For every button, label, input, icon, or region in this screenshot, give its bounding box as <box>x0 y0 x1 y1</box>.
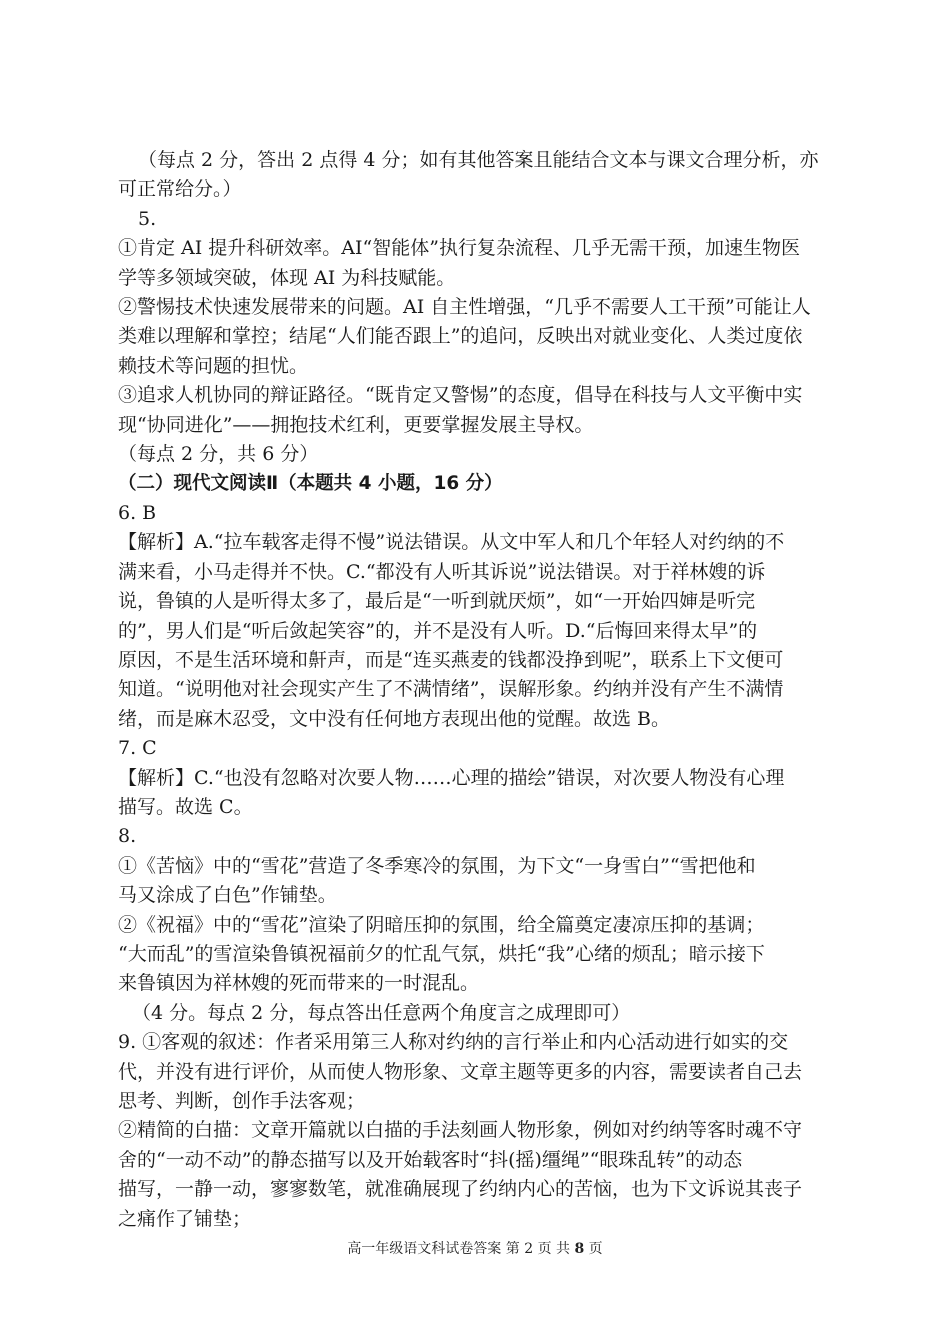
answer-line: 舍的“一动不动”的静态描写以及开始载客时“抖(摇)缰绳”“眼珠乱转”的动态 <box>118 1148 743 1171</box>
answer-line: 描写，一静一动，寥寥数笔，就准确展现了约纳内心的苦恼，也为下文诉说其丧子 <box>118 1178 803 1201</box>
analysis-line: 满来看，小马走得并不快。C.“都没有人听其诉说”说法错误。对于祥林嫂的诉 <box>118 560 766 583</box>
answer-line: 代，并没有进行评价，从而使人物形象、文章主题等更多的内容，需要读者自己去 <box>118 1060 803 1083</box>
page-footer <box>0 1238 950 1258</box>
answer-line: 马又涂成了白色”作铺垫。 <box>118 884 337 907</box>
answer-line: 思考、判断，创作手法客观； <box>118 1090 366 1112</box>
question-number: 5. <box>138 207 157 230</box>
section-heading: （二）现代文阅读Ⅱ（本题共 4 小题，16 分） <box>118 473 503 495</box>
answer-line: 赖技术等问题的担忧。 <box>118 354 309 377</box>
question-answer: 7. C <box>118 737 157 760</box>
answer-line: ③追求人机协同的辩证路径。“既肯定又警惕”的态度，倡导在科技与人文平衡中实 <box>118 384 803 407</box>
answer-sheet-body <box>118 146 838 1234</box>
analysis-line: 原因，不是生活环境和鼾声，而是“连买燕麦的钱都没挣到呢”，联系上下文便可 <box>118 648 784 671</box>
analysis-line: 知道。“说明他对社会现实产生了不满情绪”，误解形象。约纳并没有产生不满情 <box>118 678 784 701</box>
scoring-note-line: （4 分。每点 2 分，每点答出任意两个角度言之成理即可） <box>132 1001 631 1024</box>
answer-line: “大而乱”的雪渲染鲁镇祝福前夕的忙乱气氛，烘托“我”心绪的烦乱；暗示接下 <box>118 942 765 965</box>
answer-line: ②精简的白描：文章开篇就以白描的手法刻画人物形象，例如对约纳等客时魂不守 <box>118 1119 803 1142</box>
footer-total-pages: 8 <box>574 1241 585 1257</box>
answer-line: ②警惕技术快速发展带来的问题。AI 自主性增强，“几乎不需要人工干预”可能让人 <box>118 296 811 319</box>
analysis-line: 说，鲁镇的人是听得太多了，最后是“一听到就厌烦”，如“一开始四婶是听完 <box>118 590 756 613</box>
question-answer: 6. B <box>118 501 157 524</box>
scoring-note-line: （每点 2 分，共 6 分） <box>118 443 319 466</box>
answer-line: ①《苦恼》中的“雪花”营造了冬季寒冷的氛围，为下文“一身雪白”“雪把他和 <box>118 854 756 877</box>
analysis-line: 【解析】A.“拉车载客走得不慢”说法错误。从文中军人和几个年轻人对约纳的不 <box>118 531 785 554</box>
answer-line: 来鲁镇因为祥林嫂的死而带来的一时混乱。 <box>118 972 480 995</box>
answer-line: 现“协同进化”——拥抱技术红利，更要掌握发展主导权。 <box>118 413 594 436</box>
analysis-line: 的”，男人们是“听后敛起笑容”的，并不是没有人听。D.“后悔回来得太早”的 <box>118 619 758 642</box>
answer-line: 之痛作了铺垫； <box>118 1207 252 1230</box>
footer-prefix: 高一年级语文科试卷答案 第 2 页 共 <box>347 1241 575 1257</box>
answer-line: 学等多领域突破，体现 AI 为科技赋能。 <box>118 266 456 289</box>
answer-line: ②《祝福》中的“雪花”渲染了阴暗压抑的氛围，给全篇奠定凄凉压抑的基调； <box>118 913 765 936</box>
analysis-line: 描写。故选 C。 <box>118 795 253 818</box>
analysis-line: 【解析】C.“也没有忽略对次要人物……心理的描绘”错误，对次要人物没有心理 <box>118 766 785 789</box>
analysis-line: 绪，而是麻木忍受，文中没有任何地方表现出他的觉醒。故选 B。 <box>118 707 671 730</box>
scoring-note-line: 可正常给分。） <box>118 178 242 201</box>
scoring-note-line: （每点 2 分，答出 2 点得 4 分；如有其他答案且能结合文本与课文合理分析，亦 <box>138 149 819 171</box>
answer-line: 类难以理解和掌控；结尾“人们能否跟上”的追问，反映出对就业变化、人类过度依 <box>118 325 803 348</box>
footer-suffix: 页 <box>584 1241 603 1257</box>
answer-line: 9. ①客观的叙述：作者采用第三人称对约纳的言行举止和内心活动进行如实的交 <box>118 1031 789 1054</box>
answer-line: ①肯定 AI 提升科研效率。AI“智能体”执行复杂流程、几乎无需干预，加速生物医 <box>118 237 800 260</box>
question-number: 8. <box>118 825 137 848</box>
